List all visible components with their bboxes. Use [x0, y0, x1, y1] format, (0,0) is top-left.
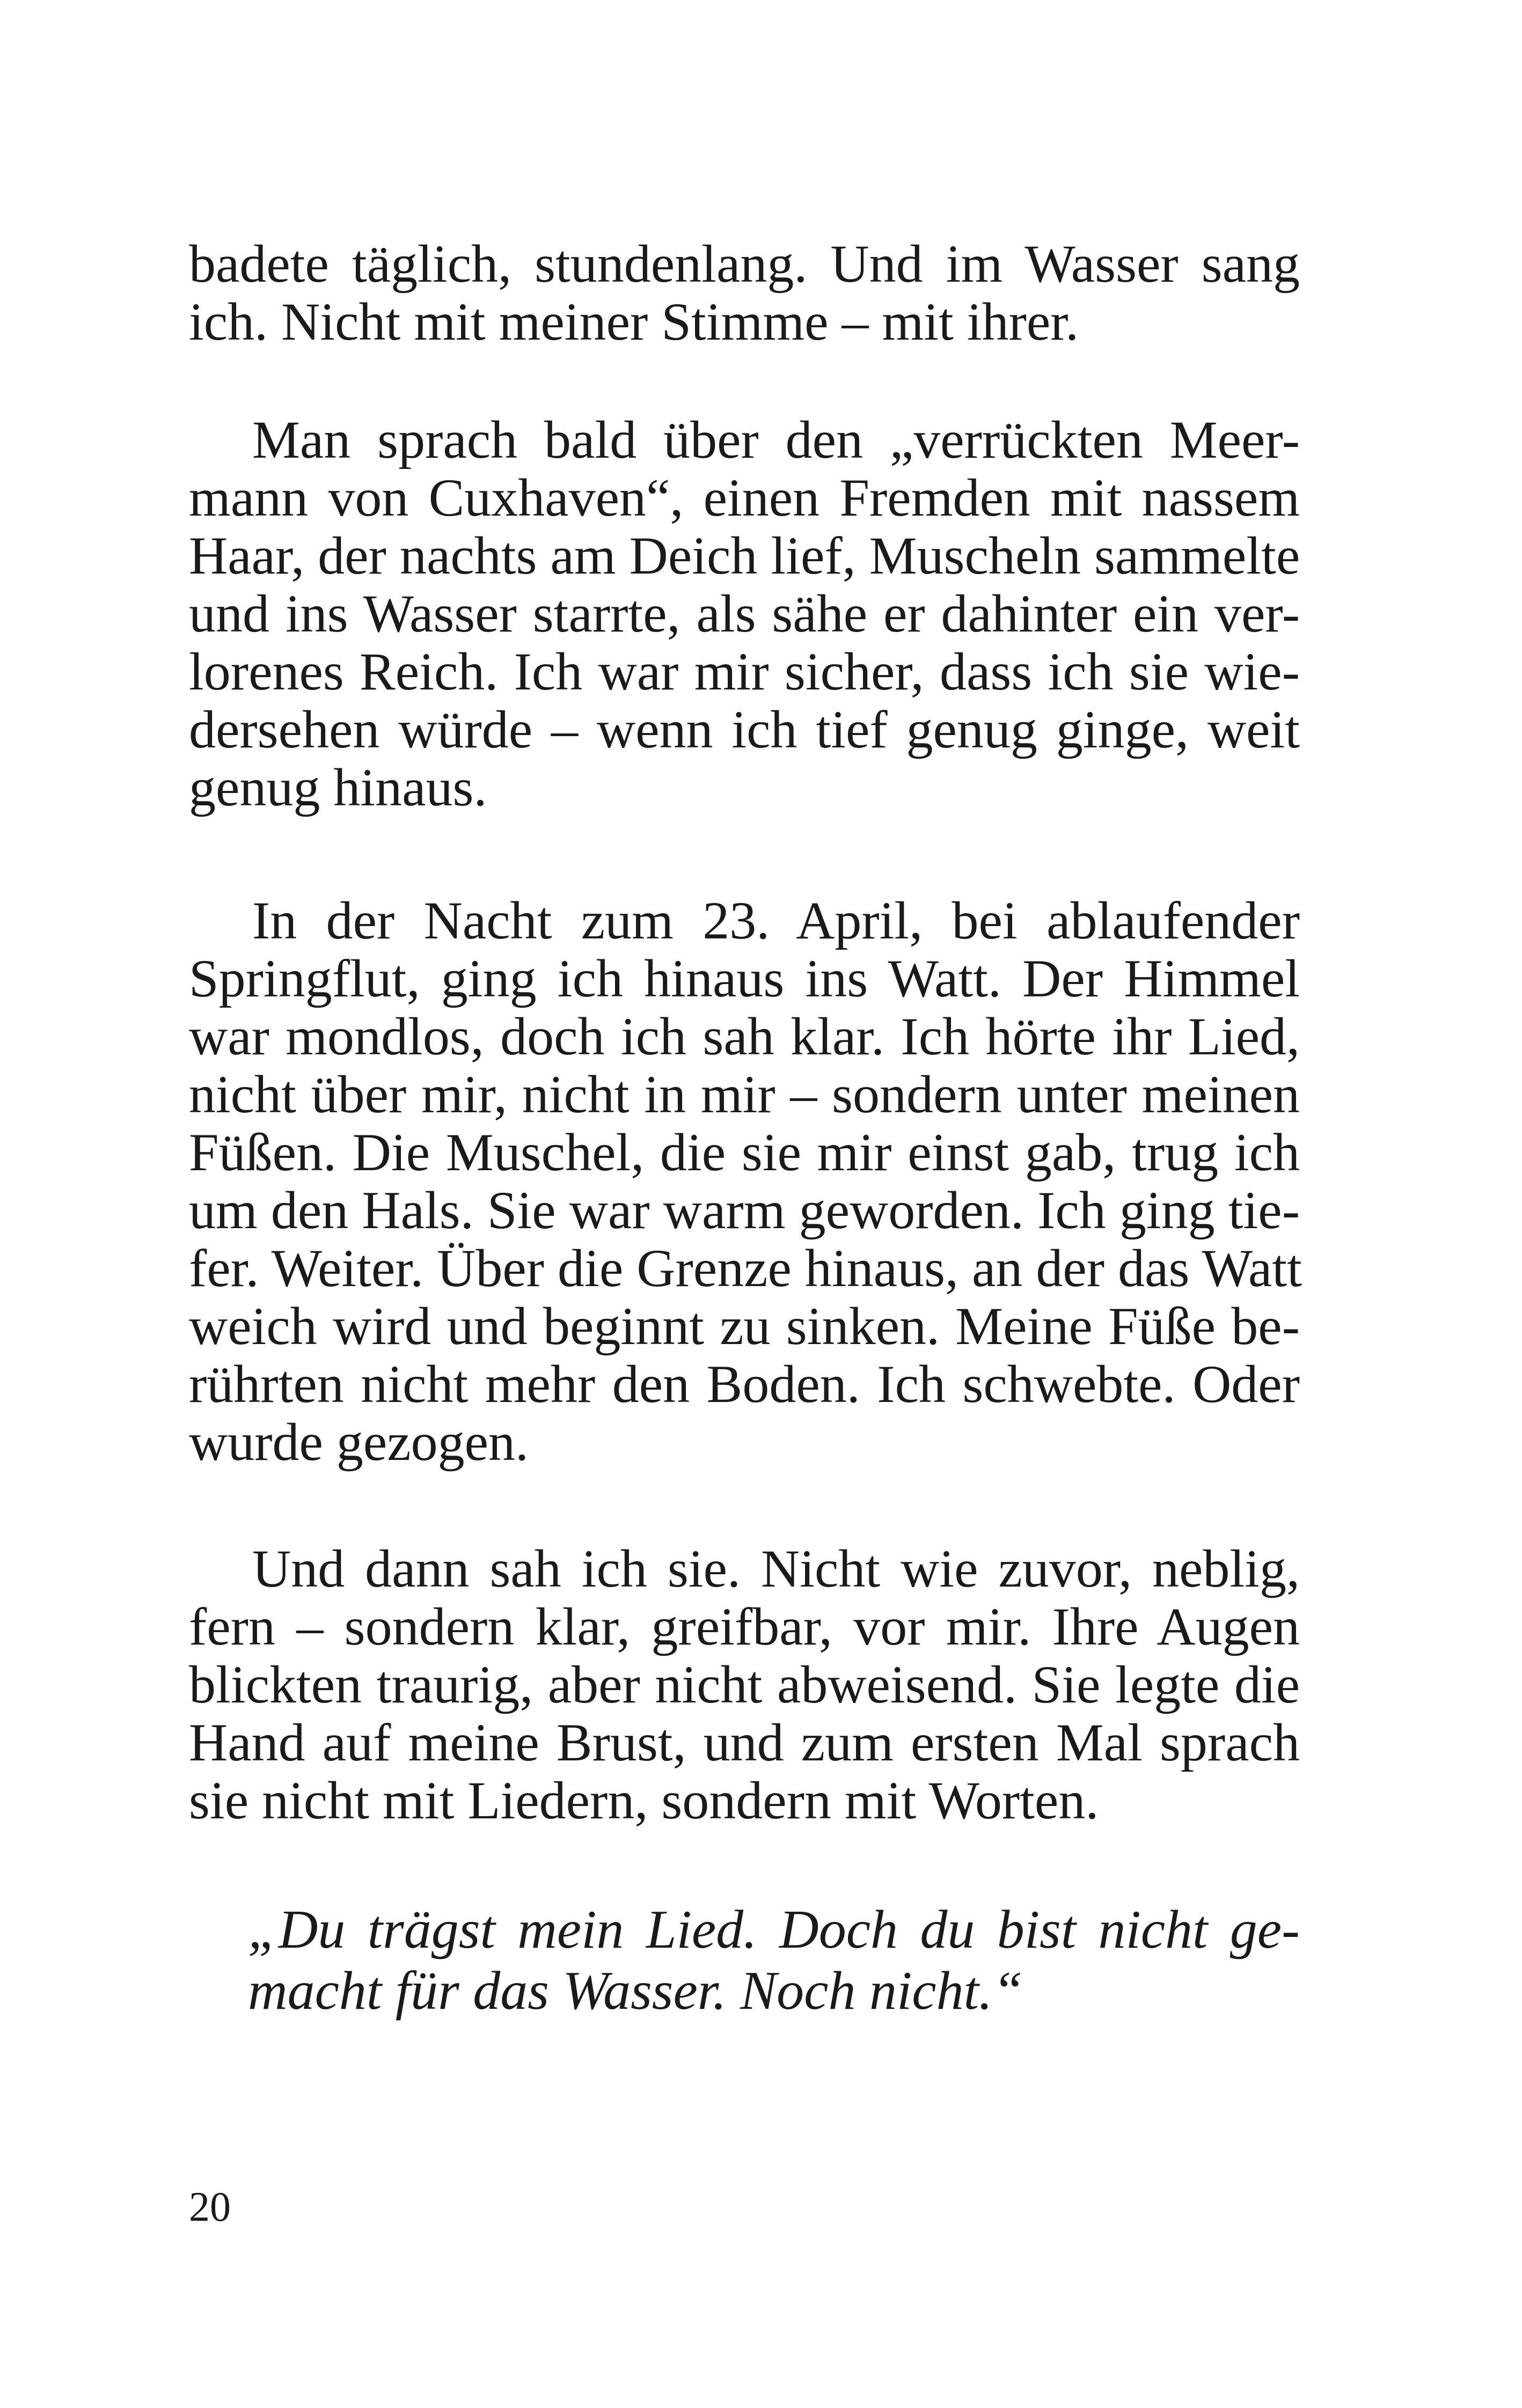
paragraph-line: Haar, der nachts am Deich lief, Muscheln sammelte: [189, 526, 1300, 585]
paragraph-line: Springflut, ging ich hinaus ins Watt. Der Himmel: [189, 949, 1300, 1008]
page-number: 20: [189, 2183, 231, 2230]
paragraph-4: [189, 1540, 1300, 1830]
paragraph-line: und ins Wasser starrte, als sähe er dahinter ein ver-: [189, 584, 1300, 643]
paragraph-line: Und dann sah ich sie. Nicht wie zuvor, neblig,: [252, 1539, 1300, 1598]
paragraph-line: lorenes Reich. Ich war mir sicher, dass ich sie wie-: [189, 642, 1300, 701]
paragraph-line: war mondlos, doch ich sah klar. Ich hörte ihr Lied,: [189, 1007, 1300, 1066]
paragraph-line: Hand auf meine Brust, und zum ersten Mal sprach: [189, 1713, 1300, 1772]
paragraph-line: In der Nacht zum 23. April, bei ablaufender: [252, 891, 1300, 950]
quote-block: [248, 1899, 1300, 2022]
paragraph-2: [189, 411, 1300, 817]
paragraph-line: dersehen würde – wenn ich tief genug ginge, weit: [189, 700, 1300, 759]
paragraph-line: Füßen. Die Muschel, die sie mir einst gab, trug ich: [189, 1122, 1300, 1182]
paragraph-line: fer. Weiter. Über die Grenze hinaus, an der das Watt: [189, 1238, 1302, 1298]
paragraph-line: nicht über mir, nicht in mir – sondern unter meinen: [189, 1064, 1300, 1124]
paragraph-line: blickten traurig, aber nicht abweisend. Sie legte die: [189, 1655, 1300, 1714]
paragraph-line: mann von Cuxhaven“, einen Fremden mit nassem: [189, 468, 1300, 527]
quote-line: macht für das Wasser. Noch nicht.“: [248, 1961, 1023, 2021]
paragraph-line: Man sprach bald über den „verrückten Meer-: [252, 410, 1300, 469]
paragraph-line: weich wird und beginnt zu sinken. Meine Füße be-: [189, 1296, 1300, 1356]
paragraph-1: [189, 235, 1300, 351]
paragraph-line: wurde gezogen.: [189, 1412, 529, 1472]
paragraph-3: [189, 892, 1300, 1471]
paragraph-line: genug hinaus.: [189, 758, 487, 817]
paragraph-line: ich. Nicht mit meiner Stimme – mit ihrer.: [189, 292, 1079, 351]
paragraph-line: rührten nicht mehr den Boden. Ich schwebte. Oder: [189, 1354, 1300, 1414]
paragraph-line: um den Hals. Sie war warm geworden. Ich ging tie-: [189, 1180, 1300, 1240]
paragraph-line: sie nicht mit Liedern, sondern mit Worten.: [189, 1771, 1099, 1830]
paragraph-line: badete täglich, stundenlang. Und im Wasser sang: [189, 234, 1300, 293]
paragraph-line: fern – sondern klar, greifbar, vor mir. Ihre Augen: [189, 1597, 1300, 1656]
quote-line: „Du trägst mein Lied. Doch du bist nicht ge-: [248, 1899, 1300, 1960]
